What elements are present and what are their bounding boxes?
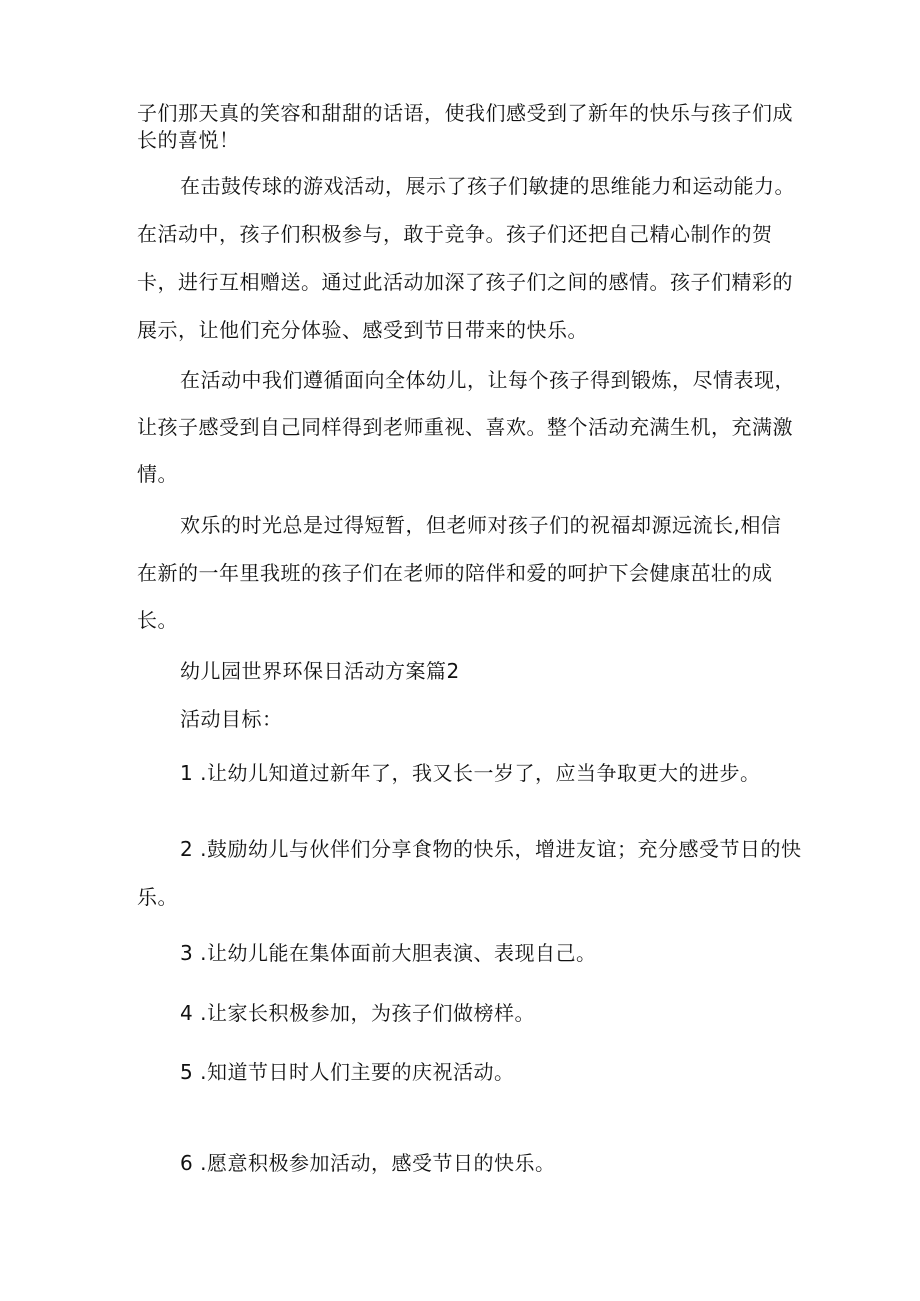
goals-heading: 活动目标：	[180, 707, 283, 731]
paragraph-line: 在活动中我们遵循面向全体幼儿，让每个孩子得到锻炼，尽情表现，	[180, 368, 795, 392]
goal-item: 4 .让家长积极参加，为孩子们做榜样。	[180, 1001, 535, 1025]
paragraph-line: 让孩子感受到自己同样得到老师重视、喜欢。整个活动充满生机，充满激	[137, 415, 793, 439]
goal-item: 1 .让幼儿知道过新年了，我又长一岁了，应当争取更大的进步。	[180, 761, 761, 785]
paragraph-line: 子们那天真的笑容和甜甜的话语，使我们感受到了新年的快乐与孩子们成	[137, 101, 793, 125]
paragraph-line: 在活动中，孩子们积极参与，敢于竞争。孩子们还把自己精心制作的贺	[137, 222, 773, 246]
section-title: 幼儿园世界环保日活动方案篇2	[180, 659, 460, 683]
paragraph-line: 欢乐的时光总是过得短暂，但老师对孩子们的祝福却源远流长,相信	[180, 513, 782, 537]
paragraph-line: 展示，让他们充分体验、感受到节日带来的快乐。	[137, 318, 588, 342]
paragraph-line: 长的喜悦！	[137, 128, 240, 152]
paragraph-line: 长。	[137, 608, 178, 632]
goal-item: 6 .愿意积极参加活动，感受节日的快乐。	[180, 1151, 556, 1175]
paragraph-line: 在击鼓传球的游戏活动，展示了孩子们敏捷的思维能力和运动能力。	[180, 174, 795, 198]
paragraph-line: 情。	[137, 462, 178, 486]
goal-item-continuation: 乐。	[137, 885, 178, 909]
goal-item: 5 .知道节日时人们主要的庆祝活动。	[180, 1060, 515, 1084]
goal-item: 3 .让幼儿能在集体面前大胆表演、表现自己。	[180, 941, 597, 965]
paragraph-line: 卡，进行互相赠送。通过此活动加深了孩子们之间的感情。孩子们精彩的	[137, 270, 793, 294]
goal-item: 2 .鼓励幼儿与伙伴们分享食物的快乐，增进友谊；充分感受节日的快	[180, 837, 802, 861]
paragraph-line: 在新的一年里我班的孩子们在老师的陪伴和爱的呵护下会健康茁壮的成	[137, 561, 773, 585]
